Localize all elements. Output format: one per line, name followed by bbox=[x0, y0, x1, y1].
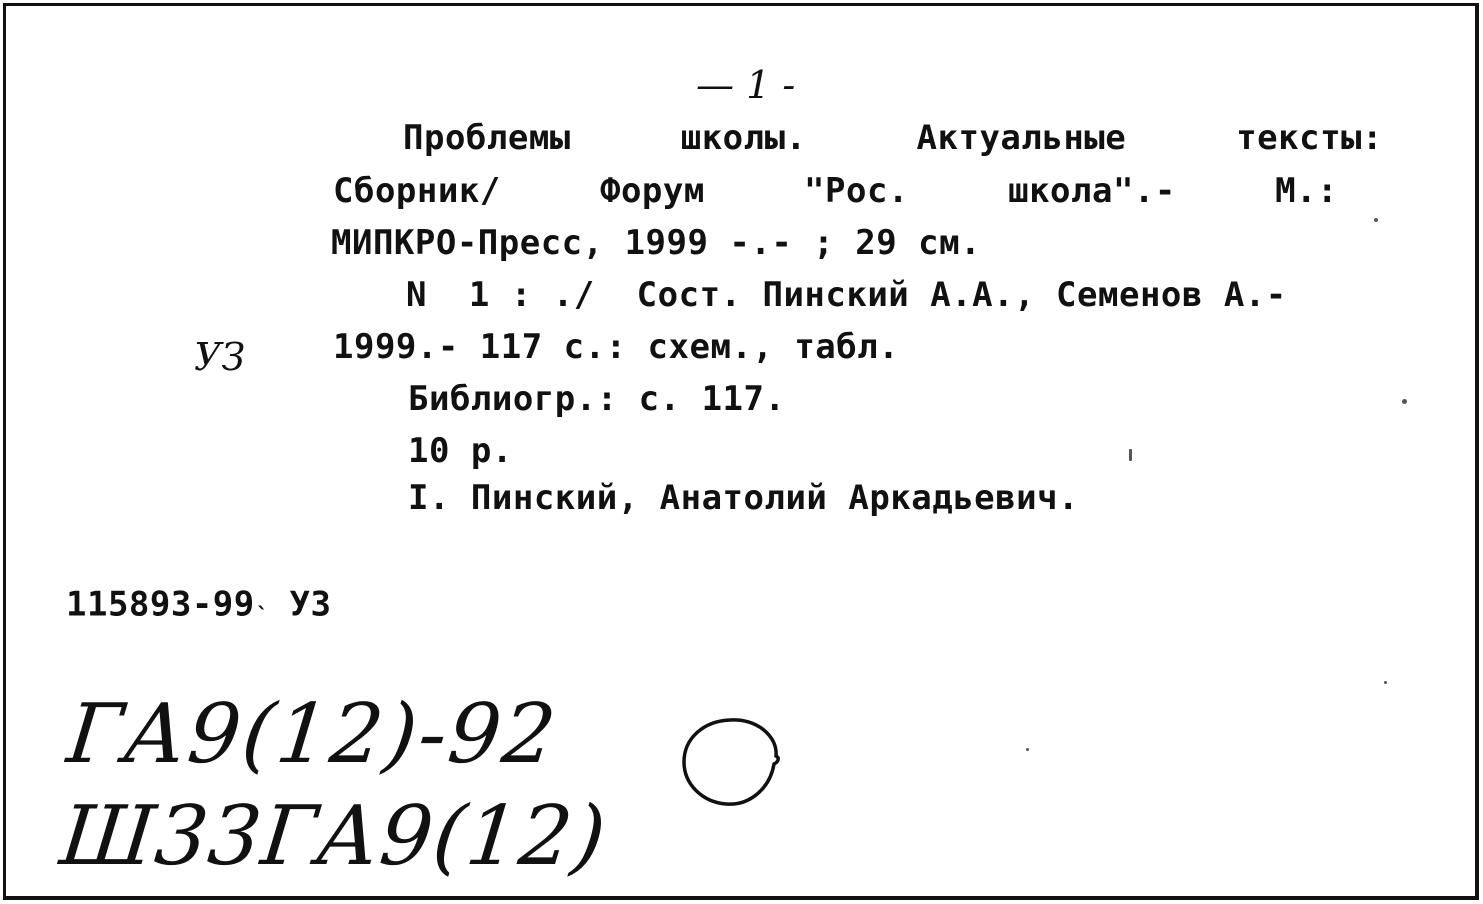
publisher-line: МИПКРО-Пресс, 1999 -.- ; 29 см. bbox=[331, 223, 982, 263]
title-word: Форум bbox=[599, 171, 705, 211]
handwritten-class: ГА9(12)-92 bbox=[63, 687, 562, 782]
title-word: "Рос. bbox=[804, 171, 909, 211]
handwritten-shelf: Ш33ГА9(12) bbox=[56, 789, 611, 884]
title-word: тексты: bbox=[1236, 118, 1383, 158]
title-word: Проблемы bbox=[403, 118, 571, 158]
price: 10 р. bbox=[408, 431, 513, 471]
accession-id: 115893-99 bbox=[66, 584, 255, 625]
speck bbox=[1402, 399, 1407, 404]
volume-line-1: N 1 : ./ Сост. Пинский А.А., Семенов А.- bbox=[406, 275, 1287, 315]
circle-stamp-icon bbox=[674, 712, 786, 812]
title-word: школа".- bbox=[1008, 171, 1176, 211]
title-word: Сборник/ bbox=[333, 171, 501, 211]
tick-mark: ˎ bbox=[254, 584, 269, 609]
location-code: УЗ bbox=[289, 584, 332, 625]
title-line-1 bbox=[403, 118, 1383, 158]
catalog-card bbox=[3, 3, 1479, 900]
volume-line-2: 1999.- 117 с.: схем., табл. bbox=[333, 327, 900, 367]
title-word: школы. bbox=[680, 118, 807, 158]
title-line-2 bbox=[333, 171, 1338, 211]
speck bbox=[1374, 218, 1378, 222]
added-entry: I. Пинский, Анатолий Аркадьевич. bbox=[408, 478, 1080, 518]
speck bbox=[1384, 681, 1387, 684]
title-word: М.: bbox=[1275, 171, 1338, 211]
margin-mark: УЗ bbox=[194, 335, 246, 379]
bibliography-note: Библиогр.: с. 117. bbox=[408, 379, 786, 419]
title-word: Актуальные bbox=[916, 118, 1127, 158]
speck bbox=[1026, 748, 1029, 751]
speck bbox=[1129, 449, 1132, 461]
accession-number bbox=[66, 584, 332, 625]
page-number: — 1 - bbox=[696, 63, 796, 107]
